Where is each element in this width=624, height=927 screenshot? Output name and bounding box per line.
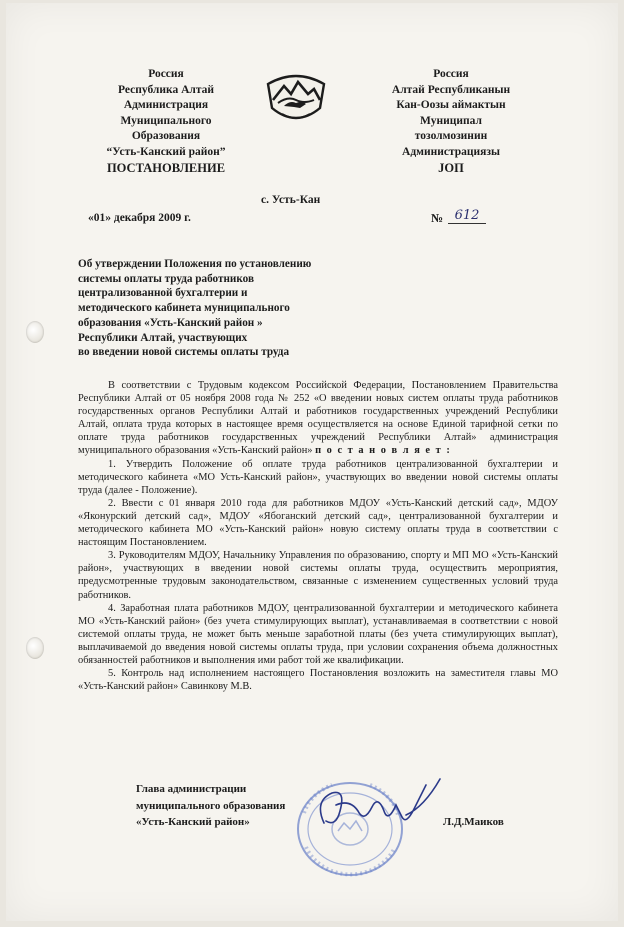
signatory-name: Л.Д.Маиков bbox=[443, 816, 504, 828]
clause-3: 3. Руководителям МДОУ, Начальнику Управления по образованию, спорту и МП МО «Усть-Канский район», участвующих в введении новой системы оплаты труда, осуществить мероприятия, предусмотренные трудовым законодательством, связанные с изменением существенных условий труда работников. bbox=[78, 550, 558, 601]
header-right-line: Муниципал bbox=[420, 114, 482, 127]
header-left-line: Россия bbox=[148, 68, 184, 80]
title-line: во введении новой системы оплаты труда bbox=[78, 346, 290, 359]
header-left-line: Муниципального bbox=[120, 114, 212, 127]
clause-5: 5. Контроль над исполнением настоящего Постановления возложить на заместителя главы МО «Усть-Канский район» Савинкову М.В. bbox=[78, 668, 558, 693]
coat-of-arms-icon bbox=[264, 70, 328, 133]
clause-4: 4. Заработная плата работников МДОУ, централизованной бухгалтерии и методического кабинета МО «Усть-Канский район» (без учета стимулирующих выплат), устанавливаемая в соответствии с новой системой оплаты труда, не может быть меньше заработной платы (без учета стимулирующих выплат), выплачиваемой до введения новой системы оплаты труда, при условии сохранения объема должностных обязанностей работников и выполнения ими работ той же квалификации. bbox=[78, 602, 558, 666]
document-number: 612 bbox=[448, 208, 486, 224]
place-of-issue: с. Усть-Кан bbox=[261, 194, 321, 206]
clause-1: 1. Утвердить Положение об оплате труда работников централизованной бухгалтерии и методического кабинета «МО Усть-Канский район», участвующих во введении новой системы оплаты труда (далее - Положение). bbox=[78, 458, 558, 496]
document-title bbox=[78, 257, 368, 360]
punch-hole bbox=[26, 637, 44, 659]
preamble-paragraph bbox=[78, 379, 558, 458]
header-left-line: “Усть-Канский район” bbox=[106, 145, 226, 158]
clause-2: 2. Ввести с 01 января 2010 года для работников МДОУ «Усть-Канский детский сад», МДОУ «Яконурский детский сад», МДОУ «Ябоганский детский сад», централизованной бухгалтерии и методического кабинета МО «Усть-Канский район» новую систему оплаты труда в соответствии с настоящим Постановлением. bbox=[78, 497, 558, 549]
header-right-line: Алтай Республиканын bbox=[391, 83, 511, 96]
header-right-line: Кан-Оозы аймактын bbox=[396, 99, 506, 112]
signatory-title-line: «Усть-Канский район» bbox=[136, 816, 250, 828]
document-type-altai: ЈОП bbox=[438, 160, 464, 175]
signatory-title-line: Глава администрации bbox=[136, 783, 247, 795]
header-right-line: тозолмозинин bbox=[414, 130, 488, 143]
document-date: «01» декабря 2009 г. bbox=[88, 212, 191, 224]
title-line: методического кабинета муниципального bbox=[78, 302, 290, 315]
header-right-line: Россия bbox=[433, 68, 469, 80]
handwritten-signature bbox=[306, 771, 446, 846]
signatory-title-line: муниципального образования bbox=[136, 799, 286, 812]
header-left-line: Администрация bbox=[123, 99, 209, 112]
document-type: ПОСТАНОВЛЕНИЕ bbox=[106, 160, 226, 175]
header-right bbox=[376, 67, 526, 176]
title-line: Республики Алтай, участвующих bbox=[78, 331, 248, 344]
preamble-text: В соответствии с Трудовым кодексом Российской Федерации, Постановлением Правительства Республики Алтай от 05 ноября 2008 года № 252 «О введении новых систем оплаты труда работников государственных органов Республики Алтай и работников государственных учреждений Республики Алтай, оплата труда которых в настоящее время осуществляется на основе Единой тарифной сетки по оплате труда работников государственных учреждений Республики Алтай» администрация муниципального образования «Усть-Канский район» bbox=[78, 380, 558, 457]
header-left-line: Республика Алтай bbox=[118, 83, 214, 96]
header-left bbox=[66, 67, 266, 176]
header-left-line: Образования bbox=[131, 130, 201, 143]
decree-word: п о с т а н о в л я е т : bbox=[315, 445, 452, 457]
header-right-line: Администрациязы bbox=[402, 145, 500, 158]
document-number-label: № bbox=[431, 211, 444, 225]
document-body bbox=[78, 379, 558, 693]
document-page bbox=[6, 3, 618, 921]
title-line: системы оплаты труда работников bbox=[78, 272, 255, 285]
title-line: образования «Усть-Канский район » bbox=[78, 316, 263, 329]
title-line: Об утверждении Положения по установлению bbox=[78, 258, 312, 270]
signatory-title bbox=[136, 781, 285, 831]
title-line: централизованной бухгалтерии и bbox=[78, 287, 248, 300]
punch-hole bbox=[26, 321, 44, 343]
